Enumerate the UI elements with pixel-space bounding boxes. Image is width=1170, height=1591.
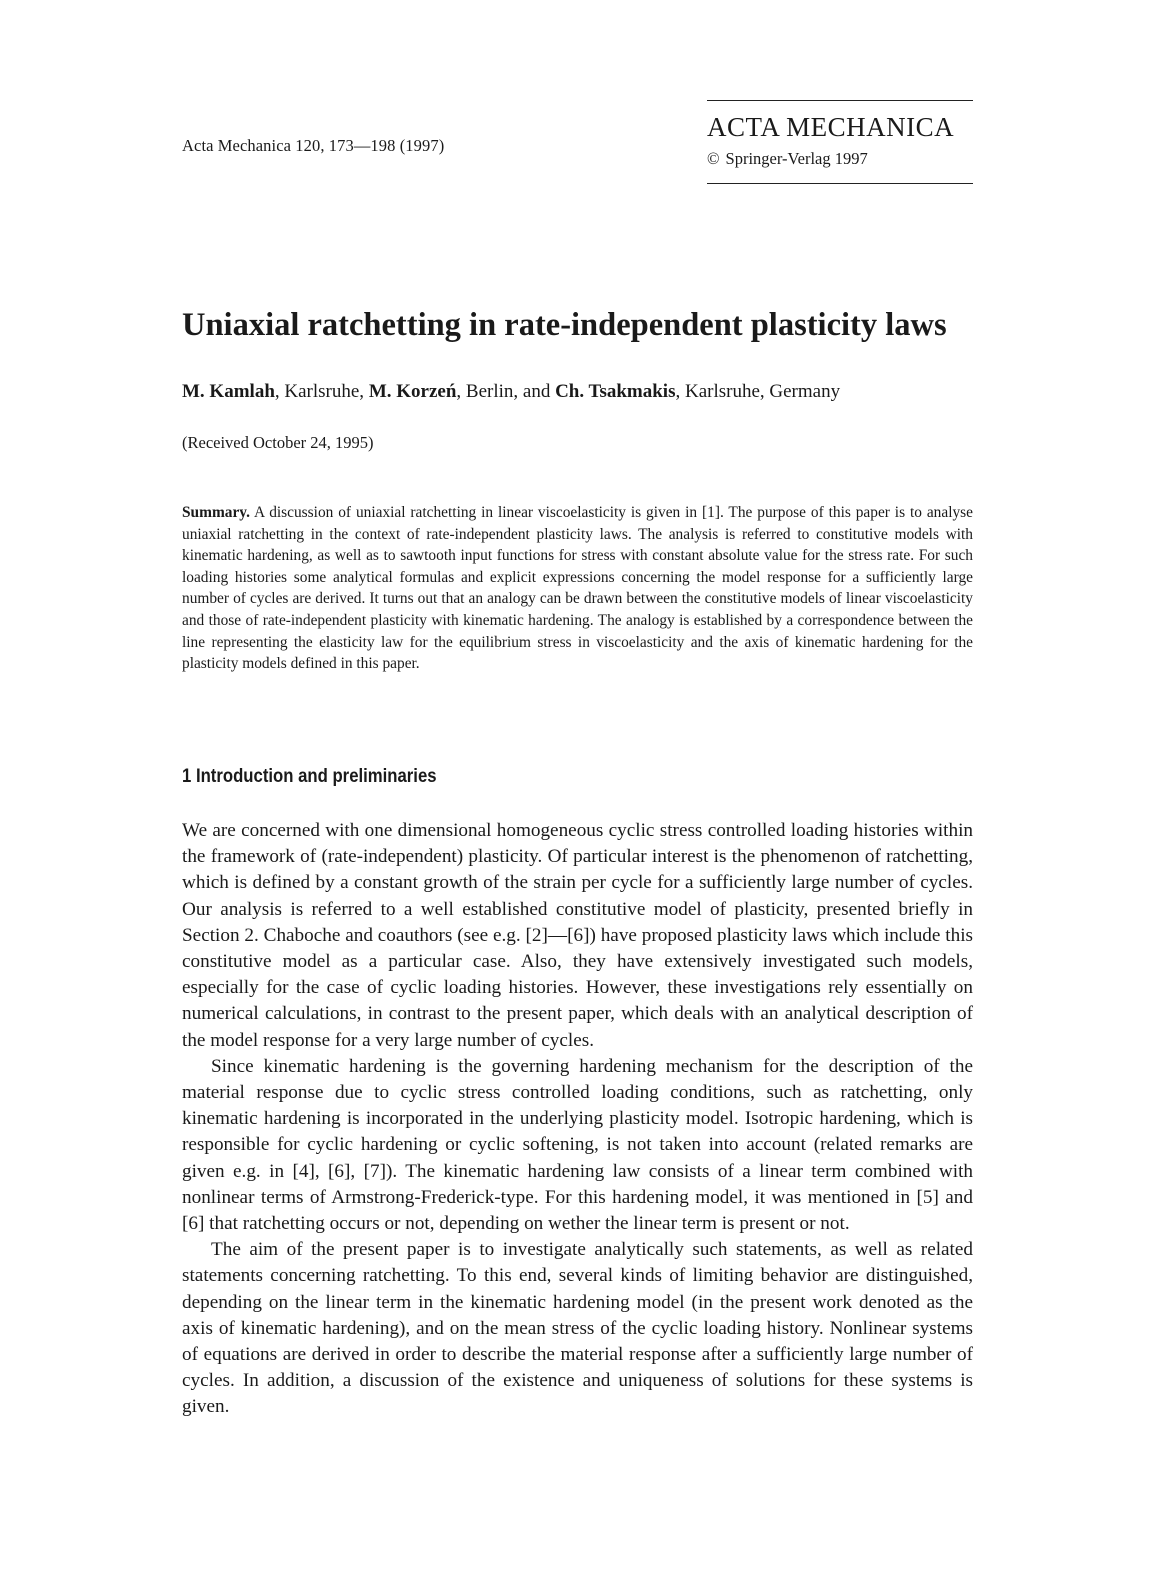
masthead-bottom-rule	[707, 183, 973, 184]
body-paragraph: The aim of the present paper is to investigate analytically such statements, as well as related statements concerning ratchetting. To this end, several kinds of limiting behavior are distinguished, depending on the linear term in the kinematic hardening model (in the present work denoted as the axis of kinematic hardening), and on the mean stress of the cyclic loading history. Nonlinear systems of equations are derived in order to describe the material response after a sufficiently large number of cycles. In addition, a discussion of the existence and uniqueness of solutions for these systems is given.	[182, 1239, 973, 1418]
journal-reference: Acta Mechanica 120, 173—198 (1997)	[182, 136, 445, 155]
copyright-symbol: ©	[707, 149, 720, 168]
section-body	[182, 818, 973, 1421]
article-title: Uniaxial ratchetting in rate-independent plasticity laws	[182, 307, 947, 343]
author-name: M. Korzeń	[368, 381, 457, 402]
body-paragraph: We are concerned with one dimensional homogeneous cyclic stress controlled loading histories within the framework of (rate-independent) plasticity. Of particular interest is the phenomenon of ratchetting, which is defined by a constant growth of the strain per cycle for a sufficiently large number of cycles. Our analysis is referred to a well established constitutive model of plasticity, presented briefly in Section 2. Chaboche and coauthors (see e.g. [2]—[6]) have proposed plasticity laws which include this constitutive model as a particular case. Also, they have extensively investigated such models, especially for the case of cyclic loading histories. However, these investigations rely essentially on numerical calculations, in contrast to the present paper, which deals with an analytical description of the model response for a very large number of cycles.	[182, 820, 973, 1051]
author-place: , Karlsruhe,	[274, 381, 369, 402]
summary-abstract	[182, 502, 973, 675]
author-name: M. Kamlah	[182, 381, 275, 402]
author-name: Ch. Tsakmakis	[555, 381, 676, 402]
author-line	[182, 381, 840, 403]
journal-masthead	[707, 100, 973, 184]
publisher: Springer-Verlag 1997	[725, 149, 868, 168]
received-date: (Received October 24, 1995)	[182, 433, 374, 452]
summary-text: A discussion of uniaxial ratchetting in linear viscoelasticity is given in [1]. The purpose of this paper is to analyse uniaxial ratchetting in the context of rate-independent plasticity laws. The analysis is referred to constitutive models with kinematic hardening, as well as to sawtooth input functions for stress with constant absolute value for the stress rate. For such loading histories some analytical formulas and explicit expressions concerning the model response for a sufficiently large number of cycles are derived. It turns out that an analogy can be drawn between the constitutive models of linear viscoelasticity and those of rate-independent plasticity with kinematic hardening. The analogy is established by a correspondence between the line representing the elasticity law for the equilibrium stress in viscoelasticity and the axis of kinematic hardening for the plasticity models defined in this paper.	[182, 504, 973, 673]
copyright-line	[707, 149, 973, 169]
author-place: , Karlsruhe, Germany	[675, 381, 841, 402]
author-place: , Berlin, and	[456, 381, 556, 402]
journal-name: ACTA MECHANICA	[707, 112, 955, 142]
masthead-top-rule	[707, 100, 973, 101]
summary-label: Summary.	[182, 504, 250, 521]
body-paragraph: Since kinematic hardening is the governing hardening mechanism for the description of the material response due to cyclic stress controlled loading conditions, such as ratchetting, only kinematic hardening is incorporated in the underlying plasticity model. Isotropic hardening, which is responsible for cyclic hardening or cyclic softening, is not taken into account (related remarks are given e.g. in [4], [6], [7]). The kinematic hardening law consists of a linear term combined with nonlinear terms of Armstrong-Frederick-type. For this hardening model, it was mentioned in [5] and [6] that ratchetting occurs or not, depending on wether the linear term is present or not.	[182, 1055, 973, 1235]
section-heading: 1 Introduction and preliminaries	[182, 766, 437, 787]
